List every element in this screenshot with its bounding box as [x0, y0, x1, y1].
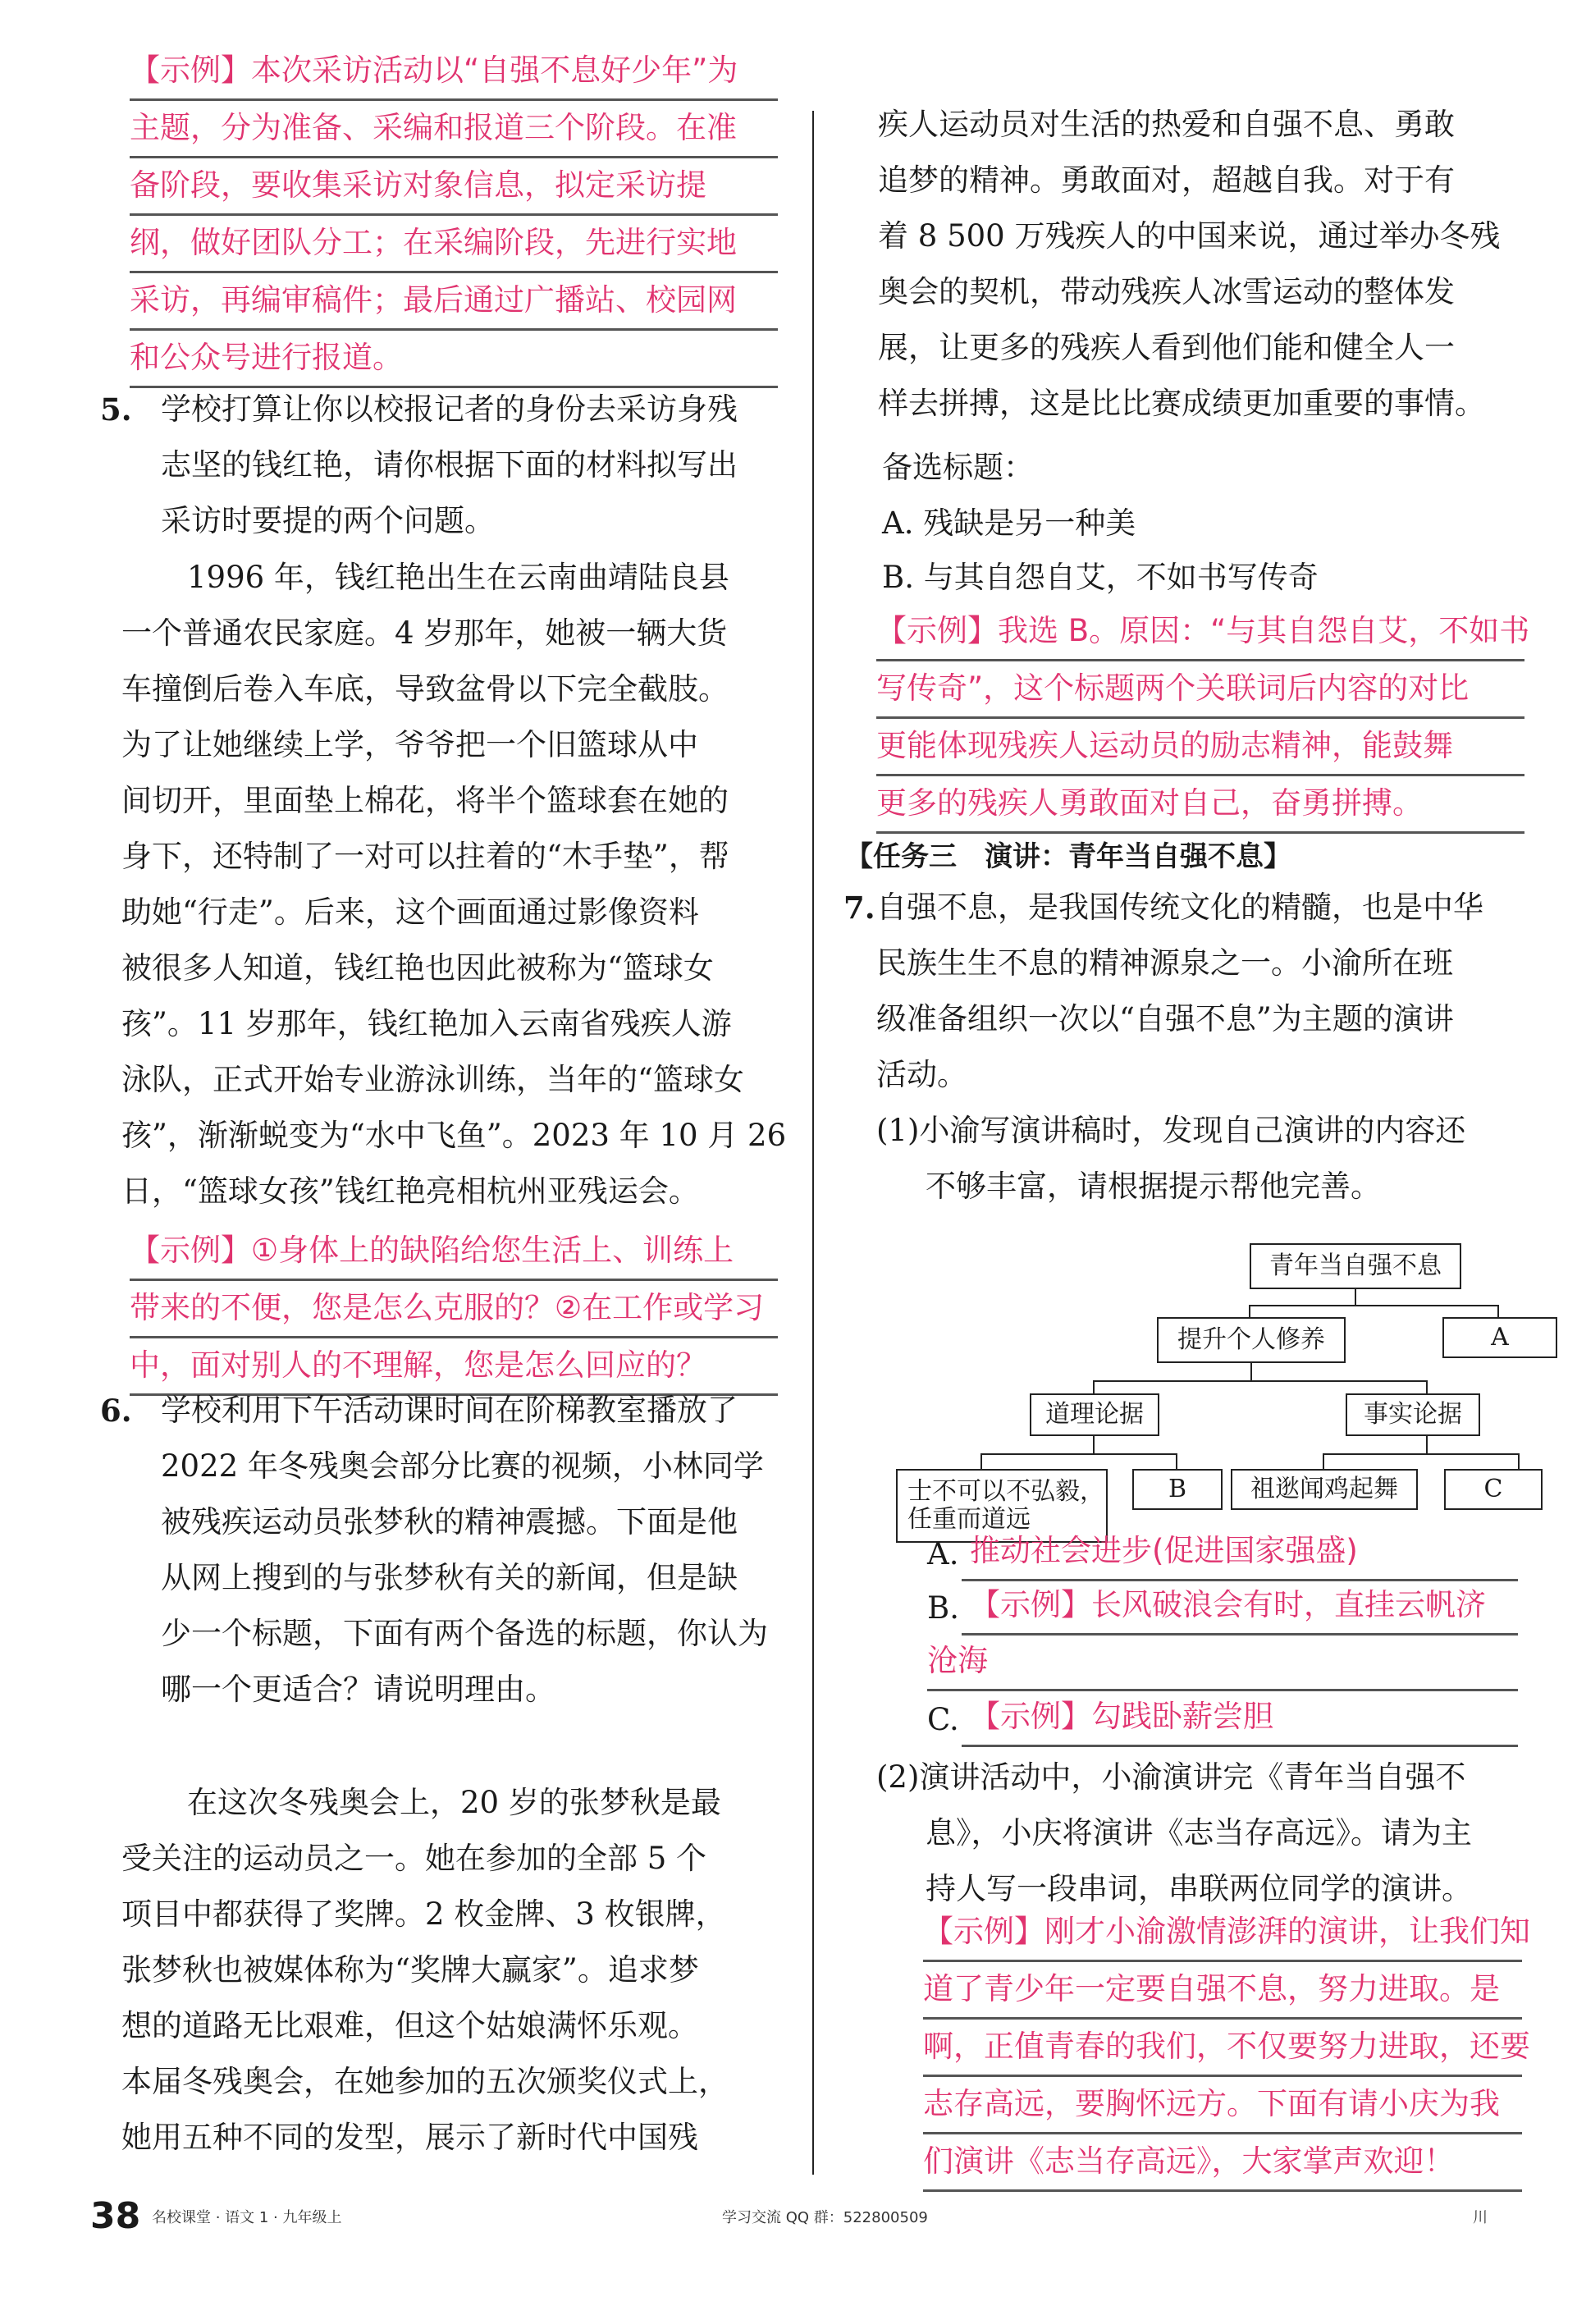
answer-line: 中，面对别人的不理解，您是怎么回应的？ — [130, 1346, 778, 1396]
question-line: (2)演讲活动中，小渝演讲完《青年当自强不 — [876, 1759, 1466, 1795]
answer-b-line-1: 【示例】长风破浪会有时，直挂云帆济 — [962, 1585, 1518, 1635]
question-line: 息》，小庆将演讲《志当存高远》。请为主 — [926, 1815, 1472, 1851]
material-line: 本届冬残奥会，在她参加的五次颁奖仪式上， — [121, 2064, 729, 2099]
question-line: 持人写一段串词，串联两位同学的演讲。 — [926, 1871, 1472, 1906]
answer-a: 推动社会进步(促进国家强盛) — [962, 1531, 1518, 1581]
connector — [1323, 1453, 1324, 1470]
connector — [1093, 1380, 1428, 1382]
material-line: 间切开，里面垫上棉花，将半个篮球套在她的 — [121, 783, 729, 818]
diagram-root: 青年当自强不息 — [1250, 1243, 1461, 1289]
option-a: A. 残缺是另一种美 — [882, 506, 1136, 541]
question-line: 哪一个更适合？请说明理由。 — [161, 1672, 555, 1707]
material-line: 奥会的契机，带动残疾人冰雪运动的整体发 — [878, 274, 1455, 309]
question-line: 少一个标题，下面有两个备选的标题，你认为 — [161, 1616, 768, 1651]
material-line: 一个普通农民家庭。4 岁那年，她被一辆大货 — [121, 615, 728, 651]
material-line: 孩”。11 岁那年，钱红艳加入云南省残疾人游 — [121, 1006, 732, 1041]
connector — [1497, 1305, 1499, 1318]
diagram-leaf-3: 祖逖闻鸡起舞 — [1231, 1469, 1418, 1510]
answer-line: 更多的残疾人勇敢面对自己，奋勇拼搏。 — [876, 784, 1524, 834]
answer-b-line-2: 沧海 — [927, 1641, 1518, 1691]
options-title: 备选标题： — [882, 450, 1034, 485]
connector — [1093, 1380, 1095, 1393]
diagram-level2-left: 道理论据 — [1030, 1393, 1159, 1436]
material-line: 样去拼搏，这是比比赛成绩更加重要的事情。 — [878, 386, 1485, 421]
option-b: B. 与其自怨自艾，不如书写传奇 — [882, 560, 1319, 595]
answer-line: 道了青少年一定要自强不息，努力进取。是 — [923, 1969, 1522, 2020]
answer-line: 【示例】本次采访活动以“自强不息好少年”为 — [130, 51, 778, 101]
answer-line: 志存高远，要胸怀远方。下面有请小庆为我 — [923, 2084, 1522, 2134]
question-line: 学校打算让你以校报记者的身份去采访身残 — [161, 391, 738, 427]
connector — [1355, 1289, 1356, 1306]
answer-line: 更能体现残疾人运动员的励志精神，能鼓舞 — [876, 726, 1524, 776]
question-line: 从网上搜到的与张梦秋有关的新闻，但是缺 — [161, 1560, 738, 1595]
question-line: 被残疾运动员张梦秋的精神震撼。下面是他 — [161, 1504, 738, 1539]
question-line: 志坚的钱红艳，请你根据下面的材料拟写出 — [161, 447, 738, 483]
question-line: 学校利用下午活动课时间在阶梯教室播放了 — [161, 1393, 738, 1428]
diagram-leaf-2: B — [1132, 1469, 1223, 1510]
diagram-level2-right: 事实论据 — [1346, 1393, 1480, 1436]
material-line: 着 8 500 万残疾人的中国来说，通过举办冬残 — [878, 218, 1501, 254]
material-line: 为了让她继续上学，爷爷把一个旧篮球从中 — [121, 727, 698, 762]
material-line: 被很多人知道，钱红艳也因此被称为“篮球女 — [121, 950, 714, 986]
material-line: 追梦的精神。勇敢面对，超越自我。对于有 — [878, 162, 1455, 198]
material-line: 她用五种不同的发型，展示了新时代中国残 — [121, 2120, 698, 2155]
question-line: 活动。 — [876, 1057, 967, 1092]
connector — [1426, 1436, 1428, 1454]
question-line: 自强不息，是我国传统文化的精髓，也是中华 — [876, 890, 1483, 925]
column-divider — [812, 111, 814, 2175]
answer-line: 们演讲《志当存高远》，大家掌声欢迎！ — [923, 2142, 1522, 2192]
material-line: 1996 年，钱红艳出生在云南曲靖陆良县 — [187, 560, 729, 595]
answer-a-label: A. — [927, 1536, 959, 1571]
question-number: 6. — [100, 1393, 132, 1429]
material-line: 想的道路无比艰难，但这个姑娘满怀乐观。 — [121, 2008, 698, 2043]
answer-line: 【示例】我选 B。原因：“与其自怨自艾，不如书 — [876, 611, 1524, 661]
material-line: 项目中都获得了奖牌。2 枚金牌、3 枚银牌， — [121, 1896, 726, 1932]
connector — [1323, 1453, 1520, 1455]
material-line: 助她“行走”。后来，这个画面通过影像资料 — [121, 894, 699, 930]
connector — [1249, 1305, 1499, 1306]
question-line: 不够丰富，请根据提示帮他完善。 — [926, 1169, 1381, 1204]
answer-line: 备阶段，要收集采访对象信息，拟定采访提 — [130, 166, 778, 216]
material-line: 受关注的运动员之一。她在参加的全部 5 个 — [121, 1841, 707, 1876]
material-line: 疾人运动员对生活的热爱和自强不息、勇敢 — [878, 107, 1455, 142]
question-line: 采访时要提的两个问题。 — [161, 503, 495, 538]
answer-c-label: C. — [927, 1702, 959, 1737]
question-line: 民族生生不息的精神源泉之一。小渝所在班 — [876, 945, 1453, 981]
material-line: 展，让更多的残疾人看到他们能和健全人一 — [878, 330, 1455, 365]
diagram-leaf-1-line-2: 任重而道远 — [907, 1505, 1031, 1534]
connector — [980, 1453, 982, 1470]
question-number: 7. — [843, 890, 875, 926]
question-line: (1)小渝写演讲稿时，发现自己演讲的内容还 — [876, 1113, 1466, 1148]
task-3-heading: 【任务三 演讲：青年当自强不息】 — [845, 840, 1291, 873]
connector — [980, 1453, 1177, 1455]
book-title: 名校课堂 · 语文 1 · 九年级上 — [152, 2209, 342, 2226]
material-line: 孩”，渐渐蜕变为“水中飞鱼”。2023 年 10 月 26 — [121, 1118, 787, 1153]
answer-line: 采访，再编审稿件；最后通过广播站、校园网 — [130, 281, 778, 331]
answer-line: 主题，分为准备、采编和报道三个阶段。在准 — [130, 108, 778, 158]
connector — [1176, 1453, 1177, 1470]
connector — [1249, 1305, 1250, 1318]
connector — [1518, 1453, 1520, 1470]
material-line: 车撞倒后卷入车底，导致盆骨以下完全截肢。 — [121, 671, 729, 707]
answer-c: 【示例】勾践卧薪尝胆 — [962, 1697, 1518, 1747]
page-number: 38 — [90, 2195, 141, 2237]
material-line: 在这次冬残奥会上，20 岁的张梦秋是最 — [187, 1785, 721, 1820]
diagram-level1-right: A — [1442, 1317, 1557, 1358]
connector — [1093, 1436, 1095, 1454]
answer-line: 和公众号进行报道。 — [130, 338, 778, 388]
answer-line: 纲，做好团队分工；在采编阶段，先进行实地 — [130, 223, 778, 273]
connector — [1250, 1363, 1252, 1381]
answer-line: 【示例】刚才小渝激情澎湃的演讲，让我们知 — [923, 1912, 1522, 1962]
qq-group: 学习交流 QQ 群：522800509 — [722, 2209, 928, 2226]
region-mark: 川 — [1473, 2209, 1488, 2226]
connector — [1426, 1380, 1428, 1393]
material-line: 泳队，正式开始专业游泳训练，当年的“篮球女 — [121, 1062, 744, 1097]
answer-line: 写传奇”，这个标题两个关联词后内容的对比 — [876, 669, 1524, 719]
diagram-leaf-1-line-1: 士不可以不弘毅， — [907, 1477, 1104, 1506]
diagram-leaf-4: C — [1444, 1469, 1543, 1510]
question-number: 5. — [100, 391, 132, 428]
answer-line: 带来的不便，您是怎么克服的？②在工作或学习 — [130, 1288, 778, 1338]
diagram-level1-left: 提升个人修养 — [1157, 1317, 1346, 1363]
answer-line: 啊，正值青春的我们，不仅要努力进取，还要 — [923, 2027, 1522, 2077]
question-line: 级准备组织一次以“自强不息”为主题的演讲 — [876, 1001, 1454, 1036]
material-line: 张梦秋也被媒体称为“奖牌大赢家”。追求梦 — [121, 1952, 699, 1988]
answer-line: 【示例】①身体上的缺陷给您生活上、训练上 — [130, 1231, 778, 1281]
answer-b-label: B. — [927, 1590, 959, 1626]
material-line: 日，“篮球女孩”钱红艳亮相杭州亚残运会。 — [121, 1173, 699, 1209]
question-line: 2022 年冬残奥会部分比赛的视频，小林同学 — [161, 1448, 764, 1484]
material-line: 身下，还特制了一对可以拄着的“木手垫”，帮 — [121, 839, 729, 874]
